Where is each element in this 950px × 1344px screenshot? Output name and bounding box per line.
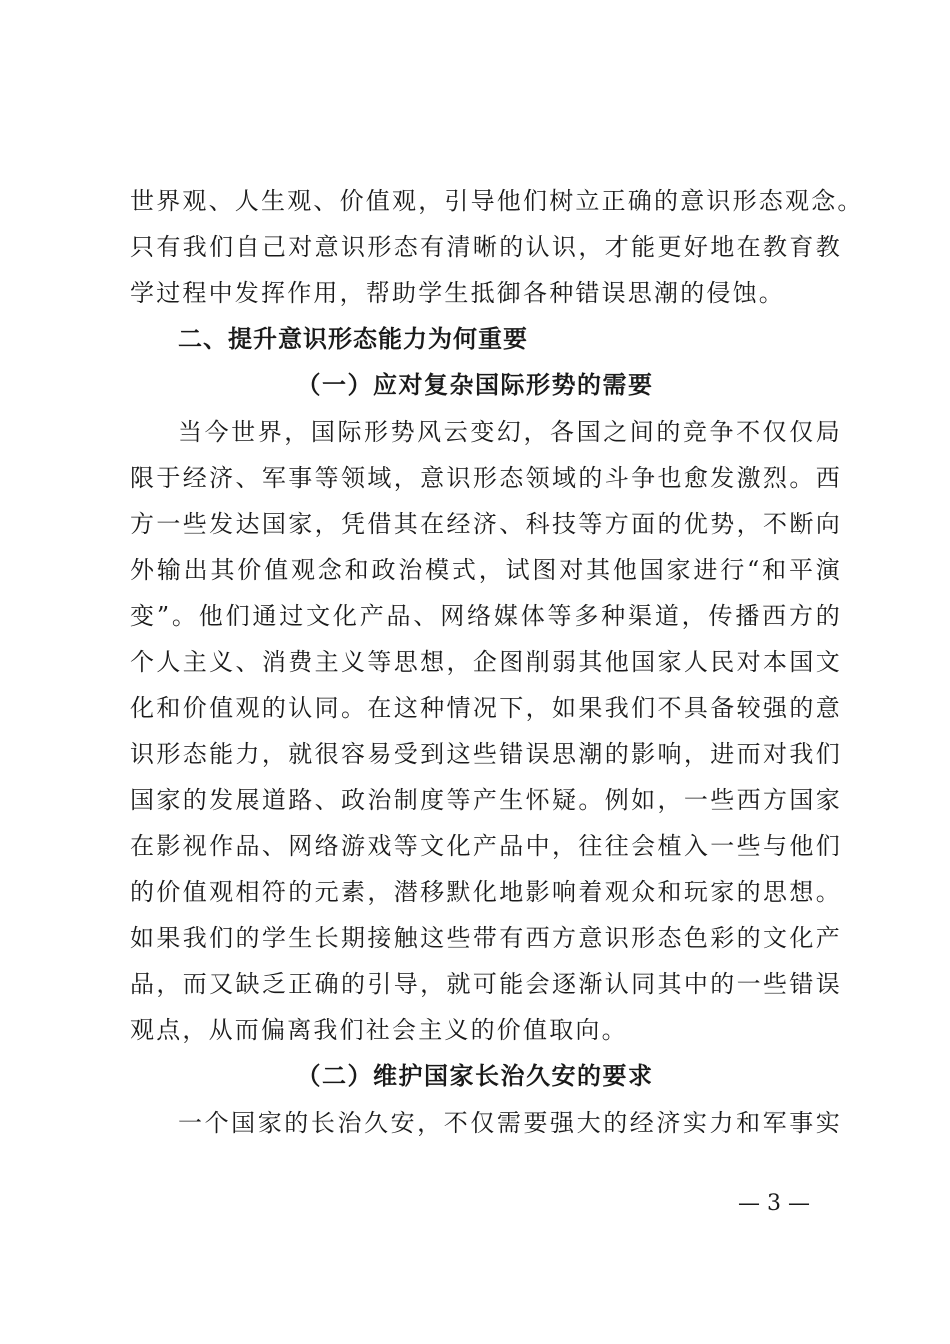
paragraph-line: 化和价值观的认同。在这种情况下，如果我们不具备较强的意 — [130, 694, 842, 722]
paragraph-line: 学过程中发挥作用，帮助学生抵御各种错误思潮的侵蚀。 — [130, 279, 785, 307]
paragraph-line: 外输出其价值观念和政治模式，试图对其他国家进行“和平演 — [130, 556, 842, 584]
paragraph-line: 在影视作品、网络游戏等文化产品中，往往会植入一些与他们 — [130, 832, 842, 860]
paragraph-line: 如果我们的学生长期接触这些带有西方意识形态色彩的文化产 — [130, 924, 842, 952]
paragraph-line: 方一些发达国家，凭借其在经济、科技等方面的优势，不断向 — [130, 510, 842, 538]
paragraph-line: 限于经济、军事等领域，意识形态领域的斗争也愈发激烈。西 — [130, 464, 842, 492]
paragraph-line: 观点，从而偏离我们社会主义的价值取向。 — [130, 1016, 628, 1044]
paragraph-line: 识形态能力，就很容易受到这些错误思潮的影响，进而对我们 — [130, 740, 842, 768]
subsection-heading-1: （一）应对复杂国际形势的需要 — [296, 370, 654, 399]
paragraph-line: 一个国家的长治久安，不仅需要强大的经济实力和军事实 — [178, 1109, 842, 1137]
paragraph-line: 的价值观相符的元素，潜移默化地影响着观众和玩家的思想。 — [130, 878, 842, 906]
paragraph-line: 个人主义、消费主义等思想，企图削弱其他国家人民对本国文 — [130, 648, 842, 676]
paragraph-line: 当今世界，国际形势风云变幻，各国之间的竞争不仅仅局 — [178, 418, 842, 446]
paragraph-line: 变”。他们通过文化产品、网络媒体等多种渠道，传播西方的 — [130, 602, 842, 630]
section-heading: 二、提升意识形态能力为何重要 — [178, 325, 528, 353]
paragraph-line: 国家的发展道路、政治制度等产生怀疑。例如，一些西方国家 — [130, 786, 842, 814]
subsection-heading-2: （二）维护国家长治久安的要求 — [296, 1061, 654, 1090]
paragraph-line: 世界观、人生观、价值观，引导他们树立正确的意识形态观念。 — [130, 187, 864, 215]
page-number: — 3 — — [738, 1191, 810, 1216]
paragraph-line: 只有我们自己对意识形态有清晰的认识，才能更好地在教育教 — [130, 233, 842, 261]
paragraph-line: 品，而又缺乏正确的引导，就可能会逐渐认同其中的一些错误 — [130, 970, 842, 998]
